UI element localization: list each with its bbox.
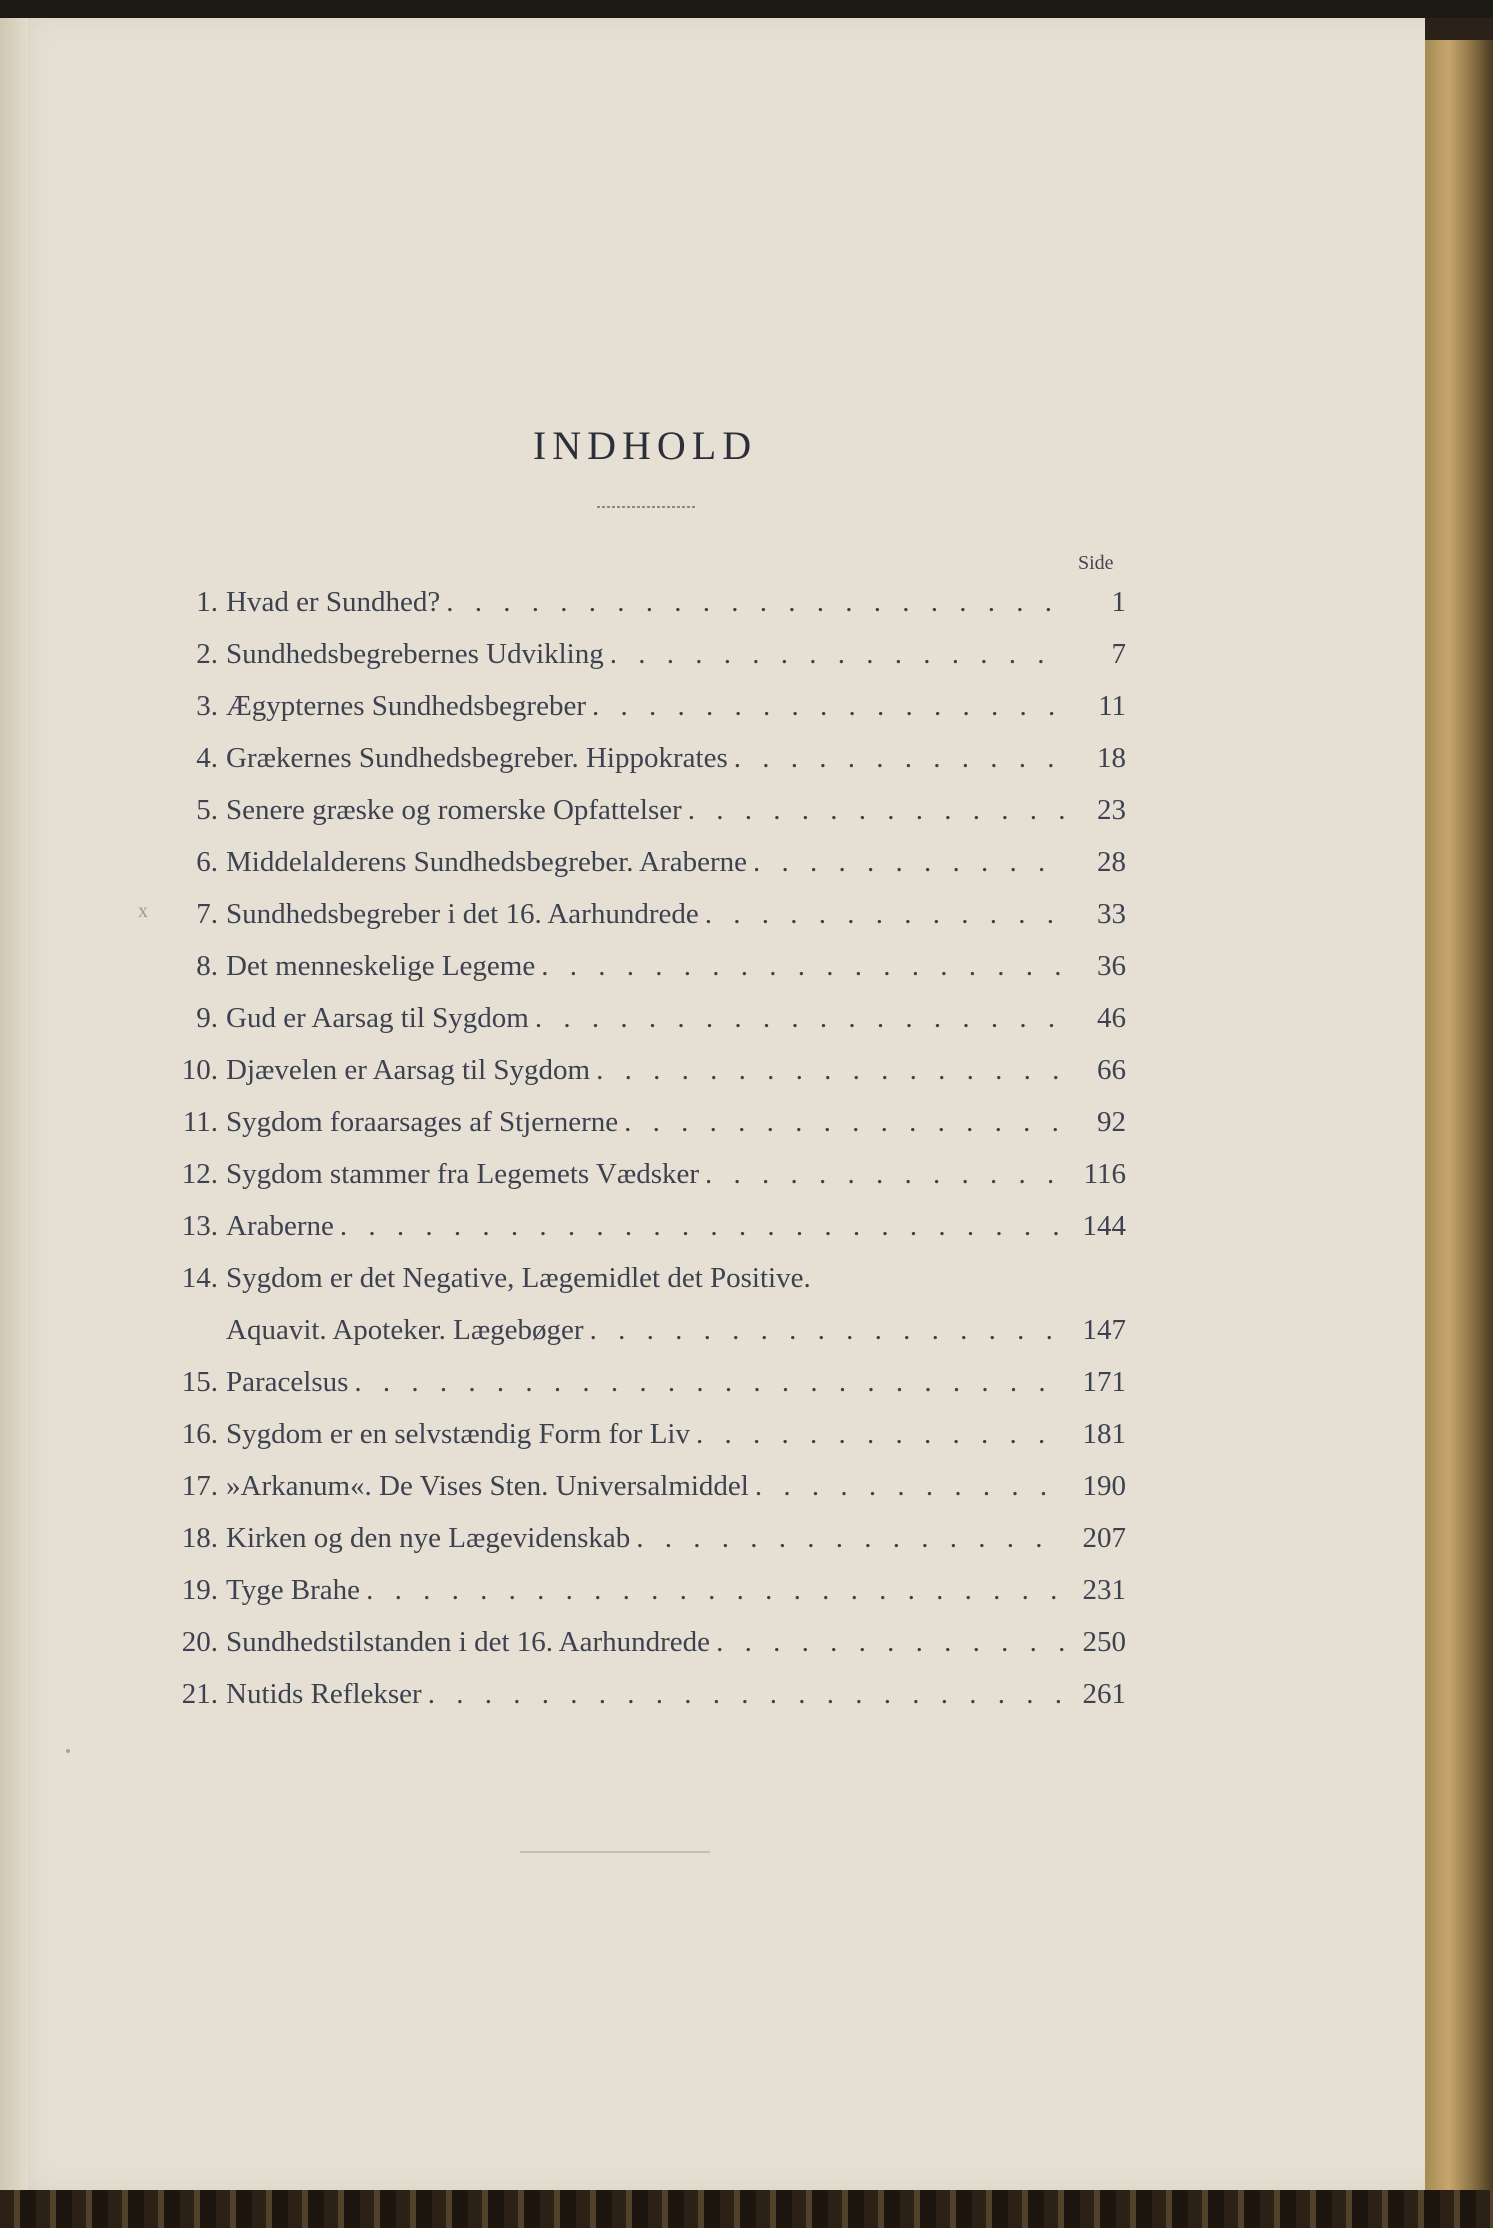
entry-title: Sygdom er det Negative, Lægemidlet det Positive. [226,1262,811,1294]
entry-number: 14. [181,1262,218,1294]
entry-number: 10. [181,1054,218,1086]
entry-title: Sundhedstilstanden i det 16. Aarhundrede [226,1626,711,1658]
dot-leader [630,1512,1064,1564]
entry-title: Det menneskelige Legeme [226,950,536,982]
entry-number: 7. [196,898,218,930]
scan-top-edge [0,0,1493,18]
entry-page-number: 33 [1097,898,1126,930]
entry-page-number: 92 [1097,1106,1126,1138]
entry-title: »Arkanum«. De Vises Sten. Universalmiddel [226,1470,749,1502]
table-of-contents [160,576,1126,1720]
entry-title: Middelalderens Sundhedsbegreber. Araberne [226,846,748,878]
dot-leader [590,1044,1064,1096]
toc-entry [160,940,1126,992]
entry-page-number: 190 [1082,1470,1126,1502]
entry-number: 3. [196,690,218,722]
entry-number: 20. [181,1626,218,1658]
dot-leader [699,888,1064,940]
entry-page-number: 261 [1082,1678,1126,1710]
toc-entry [160,1564,1126,1616]
entry-title: Ægypternes Sundhedsbegreber [226,690,586,722]
dot-leader [535,940,1064,992]
entry-page-number: 28 [1097,846,1126,878]
dot-leader [586,680,1064,732]
dot-leader [710,1616,1064,1668]
entry-number: 1. [196,586,218,618]
entry-page-number: 116 [1083,1158,1126,1190]
toc-entry [160,1096,1126,1148]
title-divider [597,506,697,508]
page-gutter [0,18,28,2190]
entry-title: Nutids Reflekser [226,1678,422,1710]
entry-page-number: 23 [1097,794,1126,826]
entry-number: 4. [196,742,218,774]
entry-number: 18. [181,1522,218,1554]
entry-page-number: 46 [1097,1002,1126,1034]
entry-number: 5. [196,794,218,826]
entry-page-number: 11 [1098,690,1126,722]
bottom-divider [520,1851,710,1853]
entry-title: Sygdom foraarsages af Stjernerne [226,1106,619,1138]
toc-entry [160,680,1126,732]
dot-leader [348,1356,1064,1408]
toc-entry [160,1616,1126,1668]
entry-page-number: 144 [1082,1210,1126,1242]
entry-number: 11. [182,1106,218,1138]
toc-entry [160,1304,1126,1356]
dot-leader [584,1304,1064,1356]
dot-leader [604,628,1064,680]
entry-title: Sundhedsbegreber i det 16. Aarhundrede [226,898,699,930]
toc-entry [160,1356,1126,1408]
entry-number: 6. [196,846,218,878]
entry-page-number: 171 [1082,1366,1126,1398]
entry-title: Grækernes Sundhedsbegreber. Hippokrates [226,742,728,774]
entry-title: Sygdom stammer fra Legemets Vædsker [226,1158,700,1190]
toc-entry [160,836,1126,888]
toc-entry [160,1460,1126,1512]
entry-title: Sygdom er en selvstændig Form for Liv [226,1418,690,1450]
entry-title: Gud er Aarsag til Sygdom [226,1002,529,1034]
entry-title: Djævelen er Aarsag til Sygdom [226,1054,591,1086]
toc-entry [160,628,1126,680]
entry-number: 12. [181,1158,218,1190]
entry-title: Paracelsus [226,1366,349,1398]
toc-entry [160,1148,1126,1200]
dot-leader [682,784,1064,836]
entry-number: 2. [196,638,218,670]
toc-entry [160,888,1126,940]
entry-page-number: 18 [1097,742,1126,774]
dot-leader [699,1148,1064,1200]
entry-page-number: 250 [1082,1626,1126,1658]
dot-leader [747,836,1064,888]
entry-title: Senere græske og romerske Opfattelser [226,794,682,826]
entry-title: Aquavit. Apoteker. Lægebøger [226,1314,584,1346]
entry-number: 13. [181,1210,218,1242]
toc-entry [160,1200,1126,1252]
dot-leader [690,1408,1064,1460]
entry-number: 9. [196,1002,218,1034]
entry-title: Tyge Brahe [226,1574,361,1606]
entry-title: Hvad er Sundhed? [226,586,441,618]
page-column-label: Side [1078,552,1114,574]
dot-leader [529,992,1064,1044]
dot-leader [749,1460,1064,1512]
toc-entry [160,1512,1126,1564]
margin-pencil-mark: x [138,900,148,922]
dot-leader [618,1096,1064,1148]
entry-page-number: 147 [1082,1314,1126,1346]
toc-entry [160,732,1126,784]
entry-title: Kirken og den nye Lægevidenskab [226,1522,631,1554]
book-spine [1425,40,1493,2190]
entry-title: Sundhedsbegrebernes Udvikling [226,638,604,670]
dot-leader [334,1200,1064,1252]
page-title: INDHOLD [532,423,758,468]
toc-entry [160,784,1126,836]
entry-number: 8. [196,950,218,982]
entry-number: 17. [181,1470,218,1502]
entry-page-number: 66 [1097,1054,1126,1086]
entry-page-number: 231 [1082,1574,1126,1606]
page-speck [66,1749,70,1753]
entry-number: 16. [181,1418,218,1450]
dot-leader [440,576,1064,628]
entry-number: 19. [181,1574,218,1606]
dot-leader [360,1564,1064,1616]
toc-entry [160,1408,1126,1460]
entry-number: 15. [181,1366,218,1398]
toc-entry [160,576,1126,628]
entry-title: Araberne [226,1210,334,1242]
entry-number: 21. [181,1678,218,1710]
toc-entry [160,1252,1126,1304]
entry-page-number: 181 [1082,1418,1126,1450]
entry-page-number: 36 [1097,950,1126,982]
toc-entry [160,1668,1126,1720]
dot-leader [728,732,1064,784]
toc-entry [160,992,1126,1044]
dot-leader [422,1668,1064,1720]
entry-page-number: 207 [1082,1522,1126,1554]
entry-page-number: 7 [1111,638,1126,670]
scan-bottom-edge [0,2190,1493,2228]
entry-page-number: 1 [1111,586,1126,618]
toc-entry [160,1044,1126,1096]
